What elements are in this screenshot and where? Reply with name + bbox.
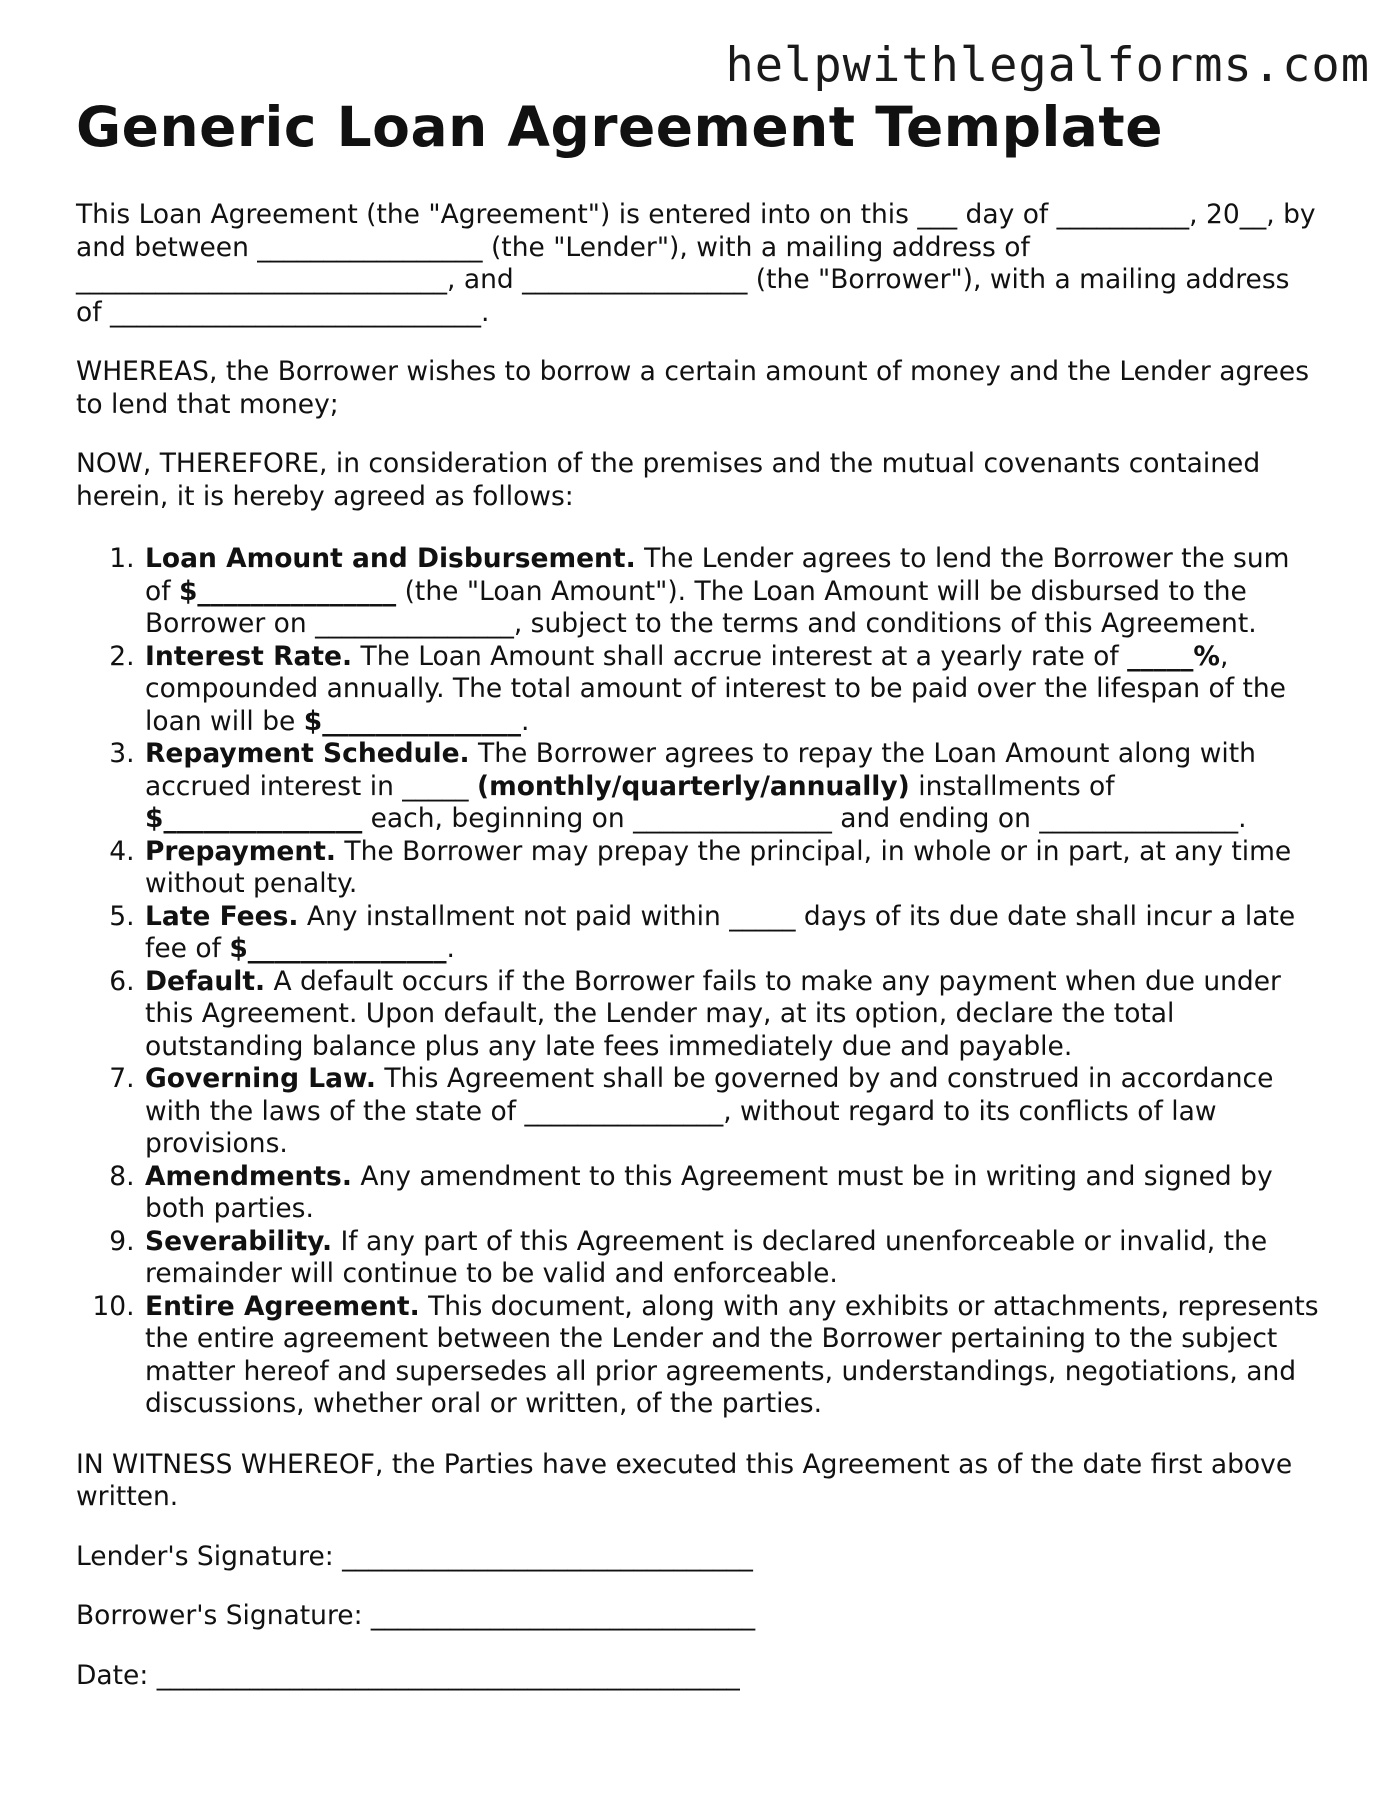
clause-text: A default occurs if the Borrower fails to make any payment when due under this Agreement. Upon default, the Lender may, at its option, declare the total outstanding balance plus any late fees immediately due and payable. [145, 965, 1281, 1062]
clause-text: The Borrower agrees to repay the Loan Amount along with accrued interest in _____ [145, 738, 1256, 802]
amount-blank: $_______________ [178, 575, 397, 607]
clause-severability [143, 1226, 1321, 1291]
document-page [76, 96, 1321, 1719]
clause-text: This document, along with any exhibits or attachments, represents the entire agreement between the Lender and the Borrower pertaining to the subject matter hereof and supersedes all prior agreements, understandings, negotiations, and discussions, whether oral or written, of the parties. [145, 1290, 1319, 1420]
clause-text: (the "Loan Amount"). The Loan Amount will be disbursed to the Borrower on _______________, subject to the terms and conditions of this Agreement. [145, 575, 1257, 640]
clause-text: , compounded annually. The total amount of interest to be paid over the lifespan of the loan will be [145, 640, 1286, 737]
clause-prepayment [143, 836, 1321, 901]
clause-loan-amount [143, 543, 1321, 641]
amount-blank: $_______________ [229, 933, 447, 965]
clause-text: The Borrower may prepay the principal, in whole or in part, at any time without penalty. [145, 835, 1292, 900]
clauses-list [76, 543, 1321, 1421]
clause-amendments [143, 1161, 1321, 1226]
clause-label: Repayment Schedule. [145, 738, 470, 770]
clause-text: Any amendment to this Agreement must be in writing and signed by both parties. [145, 1160, 1273, 1225]
clause-late-fees [143, 901, 1321, 966]
clause-label: Prepayment. [145, 835, 336, 867]
clause-label: Loan Amount and Disbursement. [145, 543, 636, 575]
intro-paragraph: This Loan Agreement (the "Agreement") is entered into on this ___ day of __________, 20__, by and between _________________ (the "Lender"), with a mailing address of ____________________________, and _________________ (the "Borrower"), with a mailing address of ____________________________. [76, 199, 1316, 328]
witness-paragraph: IN WITNESS WHEREOF, the Parties have executed this Agreement as of the date first above written. [76, 1448, 1293, 1513]
clause-label: Entire Agreement. [145, 1290, 420, 1322]
now-therefore-paragraph: NOW, THEREFORE, in consideration of the premises and the mutual covenants contained herein, it is hereby agreed as follows: [76, 448, 1261, 512]
amount-blank: $_______________ [303, 705, 521, 737]
whereas-paragraph: WHEREAS, the Borrower wishes to borrow a certain amount of money and the Lender agrees to lend that money; [76, 356, 1310, 420]
clause-text: each, beginning on _______________ and ending on _______________. [362, 803, 1247, 835]
clause-governing-law [143, 1063, 1321, 1161]
clause-default [143, 966, 1321, 1064]
frequency-options: (monthly/quarterly/annually) [476, 770, 910, 802]
clause-text: installments of [909, 770, 1115, 802]
clause-text: The Lender agrees to lend the Borrower the sum of [145, 543, 1290, 607]
clause-text: If any part of this Agreement is declared unenforceable or invalid, the remainder will continue to be valid and enforceable. [145, 1225, 1268, 1290]
site-watermark: helpwithlegalforms.com [725, 38, 1370, 93]
lender-signature-line: Lender's Signature: _______________________________ [76, 1540, 753, 1572]
clause-interest-rate [143, 641, 1321, 739]
clause-text: The Loan Amount shall accrue interest at a yearly rate of [352, 640, 1128, 672]
date-line: Date: ____________________________________________ [76, 1659, 740, 1691]
clause-label: Severability. [145, 1225, 333, 1257]
clause-text: Any installment not paid within _____ days of its due date shall incur a late fee of [145, 900, 1296, 965]
clause-label: Governing Law. [145, 1063, 376, 1095]
clause-label: Interest Rate. [145, 640, 353, 672]
document-title: Generic Loan Agreement Template [76, 95, 1164, 159]
clause-text: This Agreement shall be governed by and construed in accordance with the laws of the state of _______________, without regard to its conflicts of law provisions. [145, 1063, 1274, 1160]
clause-text: . [446, 933, 455, 965]
clause-label: Default. [145, 965, 266, 997]
borrower-signature-line: Borrower's Signature: _____________________________ [76, 1600, 756, 1632]
rate-blank: _____% [1127, 640, 1220, 672]
clause-repayment-schedule [143, 738, 1321, 836]
amount-blank: $_______________ [145, 803, 363, 835]
clause-label: Amendments. [145, 1160, 352, 1192]
clause-label: Late Fees. [145, 900, 299, 932]
signature-block [76, 1541, 1321, 1693]
clause-entire-agreement [143, 1291, 1321, 1421]
clause-text: . [520, 705, 530, 737]
